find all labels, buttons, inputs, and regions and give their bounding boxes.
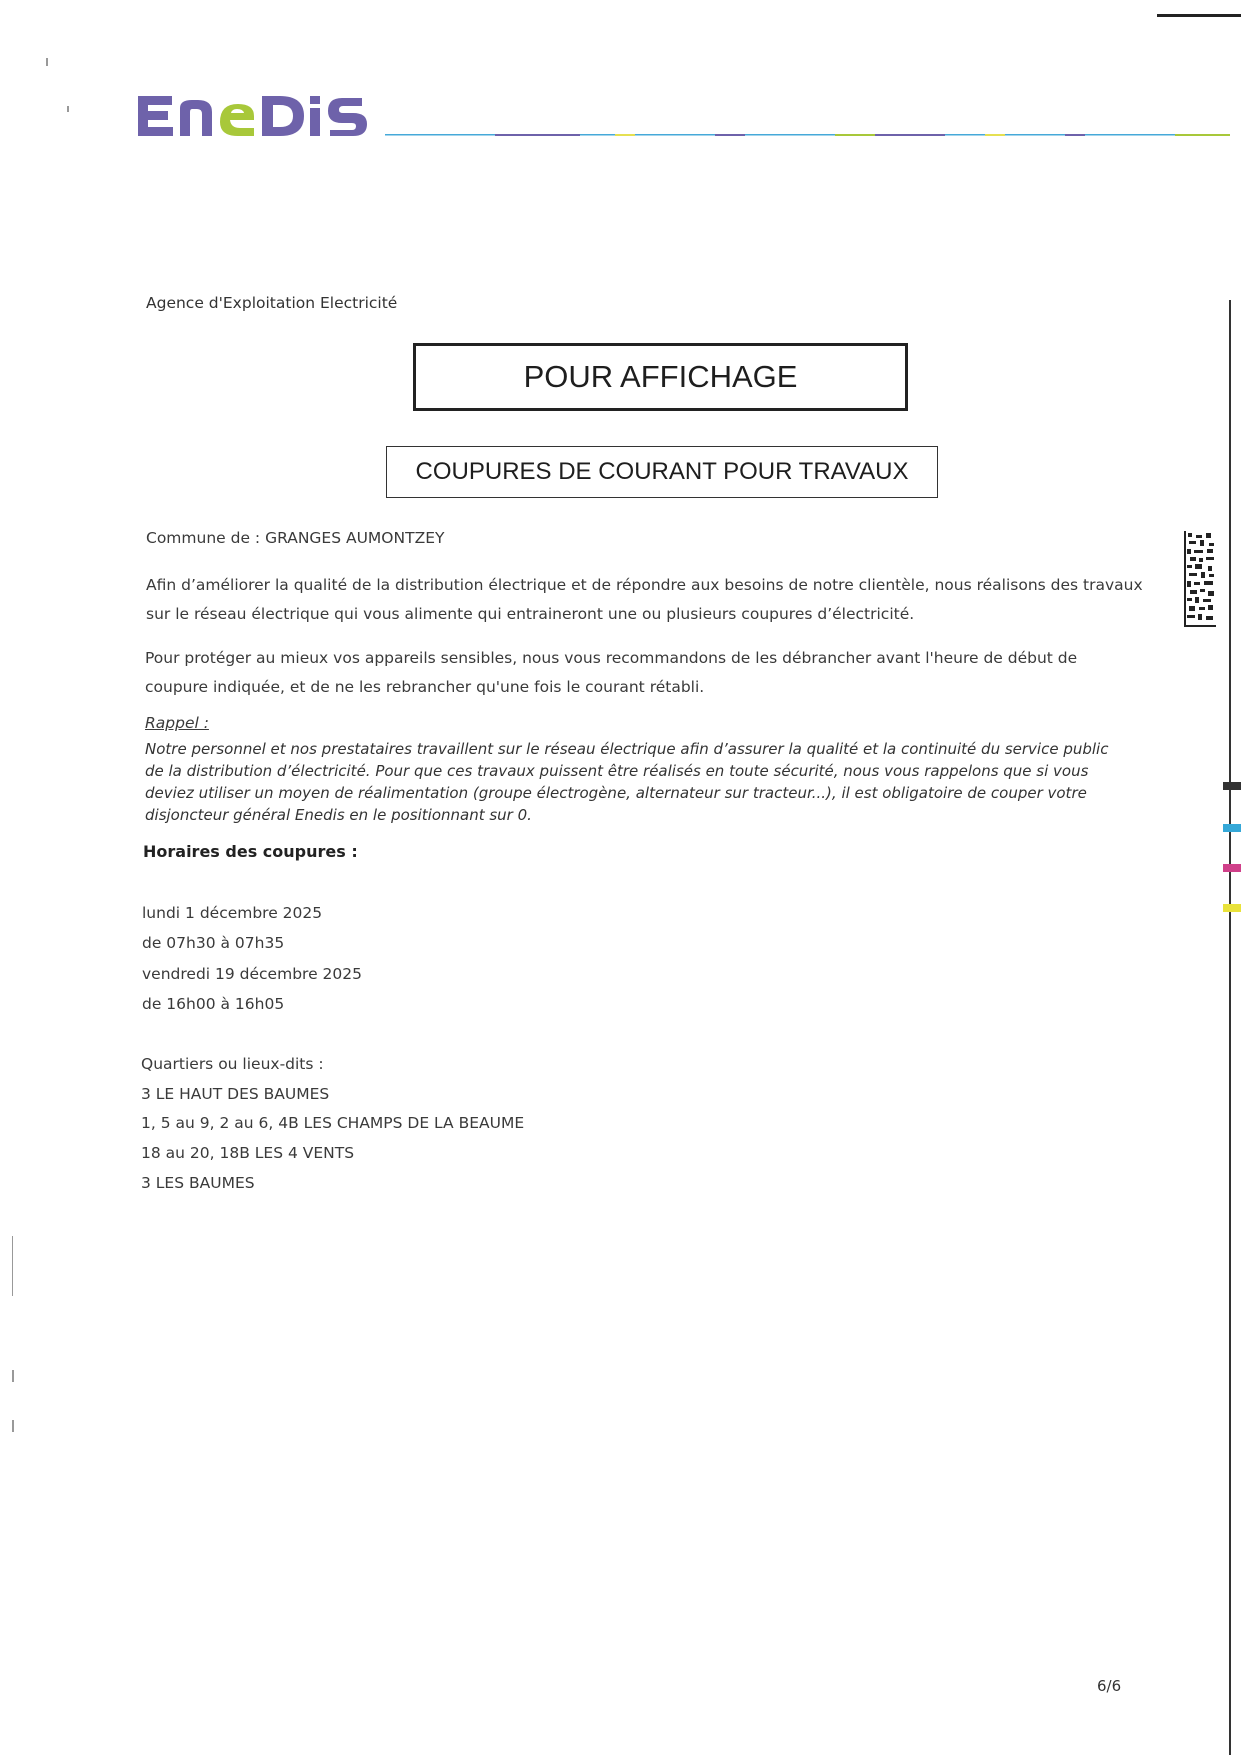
- page-title: POUR AFFICHAGE: [523, 359, 798, 394]
- scan-artifact: [46, 58, 48, 66]
- scan-artifact: [67, 106, 69, 112]
- horaires-heading: Horaires des coupures :: [143, 842, 358, 861]
- schedule-time: de 07h30 à 07h35: [142, 934, 285, 953]
- print-registration-mark-black: [1223, 782, 1241, 790]
- header-divider: [385, 131, 1230, 139]
- scan-edge-mark: [1157, 14, 1241, 17]
- print-registration-mark-magenta: [1223, 864, 1241, 872]
- agency-name: Agence d'Exploitation Electricité: [146, 294, 398, 312]
- datamatrix-code-icon: [1184, 531, 1216, 627]
- scan-artifact: [12, 1236, 13, 1296]
- intro-paragraph: Afin d’améliorer la qualité de la distribution électrique et de répondre aux besoins de notre clientèle, nous réalisons des travaux sur le réseau électrique qui vous alimente qui entraineront une ou plusieurs coupures d’électricité.: [146, 576, 1143, 623]
- schedule-list: [142, 898, 362, 1019]
- subtitle-box: [386, 446, 938, 498]
- schedule-date: lundi 1 décembre 2025: [142, 904, 323, 922]
- enedis-logo: [134, 86, 374, 146]
- commune-line: Commune de : GRANGES AUMONTZEY: [146, 529, 445, 547]
- places-list: [141, 1050, 524, 1199]
- place-item: 1, 5 au 9, 2 au 6, 4B LES CHAMPS DE LA BEAUME: [141, 1114, 525, 1133]
- schedule-date: vendredi 19 décembre 2025: [142, 964, 362, 983]
- scan-artifact: [12, 1370, 14, 1382]
- advice-paragraph: Pour protéger au mieux vos appareils sensibles, nous vous recommandons de les débrancher avant l'heure de début de coupure indiquée, et de ne les rebrancher qu'une fois le courant rétabli.: [145, 649, 1078, 696]
- rappel-label: Rappel :: [145, 714, 209, 732]
- schedule-time: de 16h00 à 16h05: [142, 994, 285, 1013]
- print-registration-mark-cyan: [1223, 824, 1241, 832]
- place-item: 3 LE HAUT DES BAUMES: [141, 1084, 330, 1103]
- print-registration-mark-yellow: [1223, 904, 1241, 912]
- place-item: 18 au 20, 18B LES 4 VENTS: [141, 1144, 355, 1163]
- page-subtitle: COUPURES DE COURANT POUR TRAVAUX: [415, 458, 909, 485]
- scan-edge-line: [1229, 300, 1231, 1755]
- places-heading: Quartiers ou lieux-dits :: [141, 1055, 324, 1073]
- page-number: 6/6: [1097, 1677, 1122, 1695]
- rappel-paragraph: Notre personnel et nos prestataires travaillent sur le réseau électrique afin d’assurer la qualité et la continuité du service public de la distribution d’électricité. Pour que ces travaux puissent être réalisés en toute sécurité, nous vous rappelons que si vous deviez utiliser un moyen de réalimentation (groupe électrogène, alternateur sur tracteur...), il est obligatoire de couper votre disjoncteur général Enedis en le positionnant sur 0.: [145, 740, 1109, 824]
- scan-artifact: [12, 1420, 14, 1432]
- place-item: 3 LES BAUMES: [141, 1173, 255, 1192]
- title-box: [413, 343, 908, 411]
